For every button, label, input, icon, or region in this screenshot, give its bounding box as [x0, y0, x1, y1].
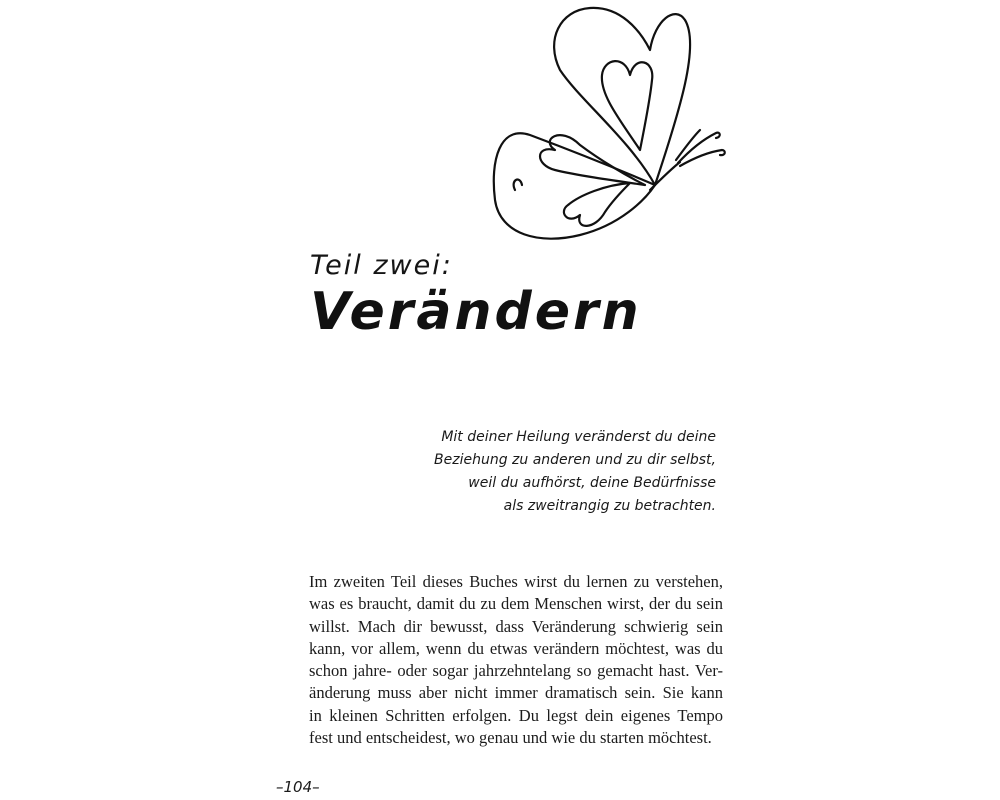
- chapter-title: Verändern: [310, 282, 642, 342]
- body-line: kann, vor allem, wenn du etwas verändern möchtest, was du: [309, 638, 723, 658]
- upper-wing-heart: [602, 61, 652, 150]
- antenna-2: [680, 150, 725, 166]
- wing-curl: [514, 180, 522, 190]
- upper-wing-outline: [554, 8, 690, 185]
- body-line: Im zweiten Teil dieses Buches wirst du lernen zu verstehen,: [309, 572, 723, 591]
- intro-quote-line: weil du aufhörst, deine Bedürfnisse: [468, 475, 716, 491]
- page-number: –104–: [276, 778, 320, 796]
- intro-quote: [396, 426, 716, 518]
- lower-wing-heart-inner: [564, 183, 630, 226]
- body-line: in kleinen Schritten erfolgen. Du legst dein eigenes Tempo: [309, 705, 723, 725]
- butterfly-illustration: [480, 0, 740, 250]
- section-label: Teil zwei:: [310, 250, 453, 281]
- butterfly-body: [650, 162, 680, 190]
- body-line: willst. Mach dir bewusst, dass Veränderung schwierig sein: [309, 616, 723, 636]
- intro-quote-line: Mit deiner Heilung veränderst du deine: [441, 429, 716, 445]
- body-line: schon jahre- oder sogar jahrzehntelang so gemacht hast. Ver-: [309, 661, 723, 681]
- body-line: was es braucht, damit du zu dem Menschen wirst, der du sein: [309, 594, 723, 614]
- intro-quote-line: als zweitrangig zu betrachten.: [503, 498, 716, 514]
- body-line: änderung muss aber nicht immer dramatisch sein. Sie kann: [309, 683, 723, 703]
- intro-quote-line: Beziehung zu anderen und zu dir selbst,: [434, 452, 716, 468]
- body-paragraph: [309, 571, 723, 749]
- body-line: fest und entscheidest, wo genau und wie du starten möchtest.: [309, 728, 712, 748]
